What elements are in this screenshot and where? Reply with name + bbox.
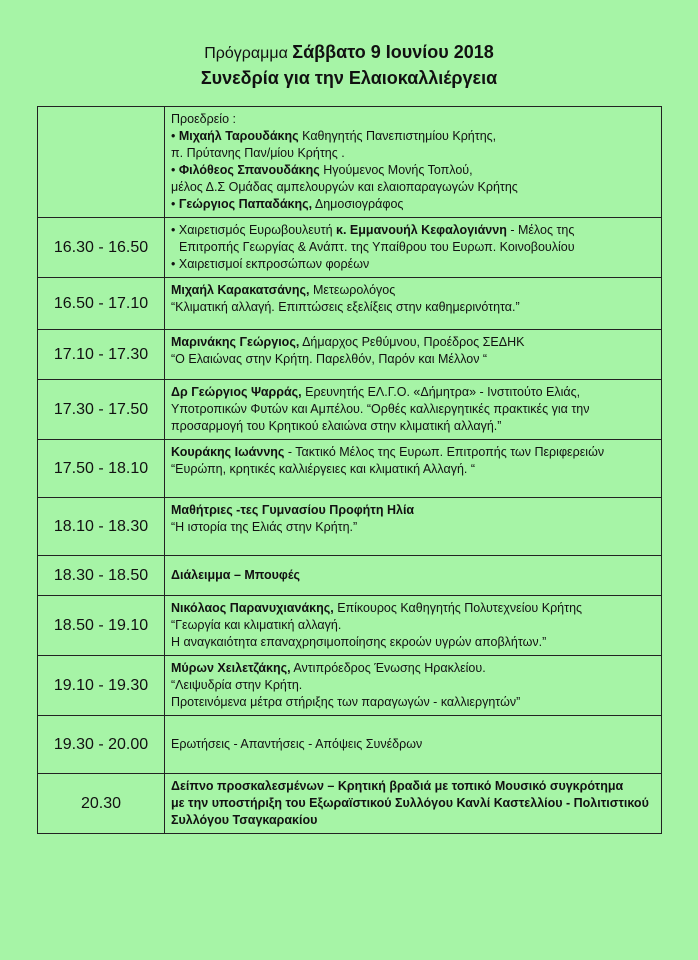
- header-title: Συνεδρία για την Ελαιοκαλλιέργεια: [200, 68, 498, 88]
- greeting-line-3: • Χαιρετισμοί εκπροσώπων φορέων: [171, 256, 655, 273]
- talk-title-2: Η αναγκαιότητα επαναχρησιμοποίησης εκροών υγρών αποβλήτων.”: [171, 635, 547, 649]
- row-time: 18.30 - 18.50: [38, 556, 165, 596]
- schedule-table: [37, 106, 662, 834]
- row-time: 17.10 - 17.30: [38, 330, 165, 380]
- discussion-label: Ερωτήσεις - Απαντήσεις - Απόψεις Συνέδρων: [171, 737, 423, 751]
- row-time: 16.30 - 16.50: [38, 218, 165, 278]
- presidium-time-cell: [38, 107, 165, 218]
- row-time: 17.50 - 18.10: [38, 440, 165, 498]
- row-content: [165, 330, 662, 380]
- schedule-row: [38, 218, 662, 278]
- header-line-1: [0, 40, 698, 66]
- schedule-row: [38, 440, 662, 498]
- row-time: 16.50 - 17.10: [38, 278, 165, 330]
- presidium-member-2-role: μέλος Δ.Σ Ομάδας αμπελουργών και ελαιοπαραγωγών Κρήτης: [171, 180, 518, 194]
- row-content: [165, 380, 662, 440]
- schedule-row: [38, 380, 662, 440]
- schedule-row: [38, 774, 662, 834]
- row-time: 18.50 - 19.10: [38, 596, 165, 656]
- schedule-row: [38, 556, 662, 596]
- row-time: 18.10 - 18.30: [38, 498, 165, 556]
- schedule-row: [38, 278, 662, 330]
- presidium-label: Προεδρείο :: [171, 112, 236, 126]
- program-header: [0, 40, 698, 91]
- row-content: [165, 278, 662, 330]
- header-date: Σάββατο 9 Ιουνίου 2018: [292, 42, 494, 62]
- talk-title-2: προσαρμογή του Κρητικού ελαιώνα στην κλιματική αλλαγή.”: [171, 419, 502, 433]
- speaker: Κουράκης Ιωάννης - Τακτικό Μέλος της Ευρωπ. Επιτροπής των Περιφερειών: [171, 445, 605, 459]
- speaker: Νικόλαος Παρανυχιανάκης, Επίκουρος Καθηγητής Πολυτεχνείου Κρήτης: [171, 601, 583, 615]
- row-content: [165, 440, 662, 498]
- schedule-row: [38, 330, 662, 380]
- schedule-row: [38, 656, 662, 716]
- schedule-row: [38, 716, 662, 774]
- row-time: 20.30: [38, 774, 165, 834]
- talk-title: Υποτροπικών Φυτών και Αμπέλου. “Ορθές καλλιεργητικές πρακτικές για την: [171, 402, 590, 416]
- dinner-line-2: με την υποστήριξη του Εξωραϊστικού Συλλόγου Κανλί Καστελλίου - Πολιτιστικού: [171, 796, 649, 810]
- row-content: [165, 498, 662, 556]
- dinner-line-3: Συλλόγου Τσαγκαρακίου: [171, 813, 318, 827]
- row-content: [165, 218, 662, 278]
- schedule-row: [38, 596, 662, 656]
- dinner-line-1: Δείπνο προσκαλεσμένων – Κρητική βραδιά με τοπικό Μουσικό συγκρότημα: [171, 779, 624, 793]
- presidium-member-3: • Γεώργιος Παπαδάκης, Δημοσιογράφος: [171, 196, 655, 213]
- presidium-cell: [165, 107, 662, 218]
- talk-title: “Η ιστορία της Ελιάς στην Κρήτη.”: [171, 520, 358, 534]
- row-content: [165, 716, 662, 774]
- row-content: [165, 596, 662, 656]
- row-time: 19.30 - 20.00: [38, 716, 165, 774]
- speaker: Μαρινάκης Γεώργιος, Δήμαρχος Ρεθύμνου, Προέδρος ΣΕΔΗΚ: [171, 335, 525, 349]
- greeting-line-2: Επιτροπής Γεωργίας & Ανάπτ. της Υπαίθρου του Ευρωπ. Κοινοβουλίου: [179, 240, 575, 254]
- talk-title: “Κλιματική αλλαγή. Επιπτώσεις εξελίξεις στην καθημερινότητα.”: [171, 300, 520, 314]
- talk-title: “Ευρώπη, κρητικές καλλιέργειες και κλιματική Αλλαγή. “: [171, 462, 476, 476]
- presidium-member-1: • Μιχαήλ Ταρουδάκης Καθηγητής Πανεπιστημίου Κρήτης,: [171, 128, 655, 145]
- speaker: Μιχαήλ Καρακατσάνης, Μετεωρολόγος: [171, 283, 396, 297]
- greeting-line: • Χαιρετισμός Ευρωβουλευτή κ. Εμμανουήλ Κεφαλογιάννη - Μέλος της: [171, 222, 655, 239]
- presidium-member-2: • Φιλόθεος Σπανουδάκης Ηγούμενος Μονής Τοπλού,: [171, 162, 655, 179]
- row-content: [165, 656, 662, 716]
- row-time: 17.30 - 17.50: [38, 380, 165, 440]
- speaker: Μύρων Χειλετζάκης, Αντιπρόεδρος Ένωσης Ηρακλείου.: [171, 661, 486, 675]
- talk-title: “Ο Ελαιώνας στην Κρήτη. Παρελθόν, Παρόν και Μέλλον “: [171, 352, 488, 366]
- header-prefix: Πρόγραμμα: [204, 45, 288, 62]
- row-content: [165, 556, 662, 596]
- presidium-member-1-role: π. Πρύτανης Παν/μίου Κρήτης .: [171, 146, 345, 160]
- talk-title-2: Προτεινόμενα μέτρα στήριξης των παραγωγών - καλλιεργητών”: [171, 695, 521, 709]
- speaker: Δρ Γεώργιος Ψαρράς, Ερευνητής ΕΛ.Γ.Ο. «Δήμητρα» - Ινστιτούτο Ελιάς,: [171, 385, 581, 399]
- row-content: [165, 774, 662, 834]
- schedule-row: [38, 498, 662, 556]
- presidium-row: [38, 107, 662, 218]
- speaker: Μαθήτριες -τες Γυμνασίου Προφήτη Ηλία: [171, 503, 415, 517]
- break-label: Διάλειμμα – Μπουφές: [171, 568, 301, 582]
- talk-title: “Γεωργία και κλιματική αλλαγή.: [171, 618, 342, 632]
- row-time: 19.10 - 19.30: [38, 656, 165, 716]
- talk-title: “Λειψυδρία στην Κρήτη.: [171, 678, 303, 692]
